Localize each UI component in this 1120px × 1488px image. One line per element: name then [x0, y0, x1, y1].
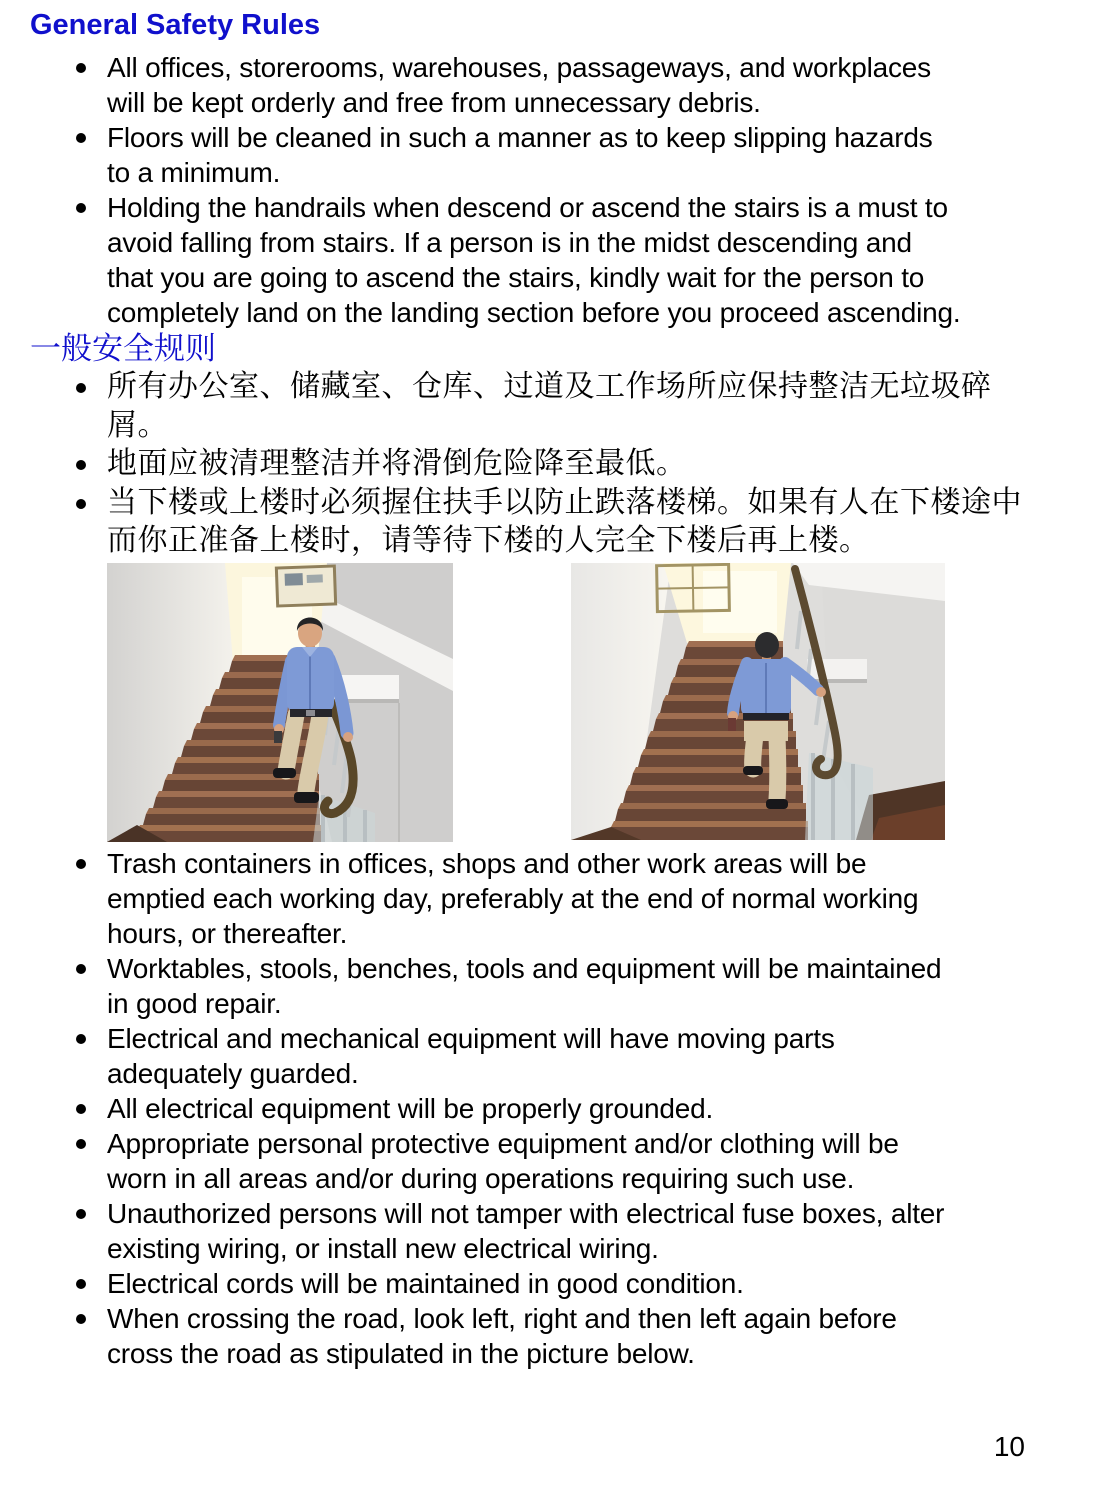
bullet-dot-icon — [76, 1034, 86, 1044]
bullet-item — [0, 50, 1080, 120]
bullet-line: 而你正准备上楼时，请等待下楼的人完全下楼后再上楼。 — [107, 524, 870, 557]
bullet-item — [0, 1126, 1080, 1196]
bullet-line: Electrical and mechanical equipment will have moving parts — [107, 1023, 835, 1054]
bullet-line: 屑。 — [107, 408, 168, 442]
bullet-item — [0, 1091, 1080, 1126]
bullet-line: existing wiring, or install new electrical wiring. — [107, 1233, 659, 1264]
bullet-line: to a minimum. — [107, 157, 281, 188]
photo-man-descending-stairs — [107, 563, 453, 842]
bullet-item — [0, 445, 1080, 484]
bullet-line: avoid falling from stairs. If a person is in the midst descending and — [107, 227, 912, 258]
bullet-dot-icon — [76, 63, 86, 73]
bullet-line: All offices, storerooms, warehouses, passageways, and workplaces — [107, 52, 931, 83]
bullet-line: worn in all areas and/or during operations requiring such use. — [107, 1163, 855, 1194]
page-title-chinese: 一般安全规则 — [30, 331, 216, 366]
bullet-line: All electrical equipment will be properly grounded. — [107, 1093, 714, 1124]
bullet-dot-icon — [76, 1209, 86, 1219]
bullet-line: that you are going to ascend the stairs, kindly wait for the person to — [107, 262, 925, 293]
bullet-dot-icon — [76, 1104, 86, 1114]
photo-man-ascending-stairs — [571, 563, 945, 840]
bullet-line: completely land on the landing section before you proceed ascending. — [107, 297, 961, 328]
bullet-item — [0, 368, 1080, 445]
bullet-dot-icon — [76, 1139, 86, 1149]
bullet-line: Floors will be cleaned in such a manner as to keep slipping hazards — [107, 122, 933, 153]
bullet-line: Holding the handrails when descend or ascend the stairs is a must to — [107, 192, 948, 223]
page-number: 10 — [993, 1431, 1025, 1462]
bullet-line: Trash containers in offices, shops and other work areas will be — [107, 848, 867, 879]
bullet-line: 所有办公室、储藏室、仓库、过道及工作场所应保持整洁无垃圾碎 — [107, 370, 992, 403]
bullet-dot-icon — [76, 460, 86, 470]
bullet-list-english-top — [0, 50, 1080, 330]
bullet-item — [0, 1196, 1080, 1266]
bullet-item — [0, 484, 1080, 561]
bullet-line: in good repair. — [107, 988, 282, 1019]
bullet-item — [0, 846, 1080, 951]
bullet-line: Unauthorized persons will not tamper with electrical fuse boxes, alter — [107, 1198, 945, 1229]
stairs-descending-illustration — [107, 563, 453, 842]
bullet-dot-icon — [76, 1279, 86, 1289]
bullet-dot-icon — [76, 859, 86, 869]
bullet-item — [0, 190, 1080, 330]
bullet-list-english-bottom — [0, 846, 1080, 1371]
stairs-ascending-illustration — [571, 563, 945, 840]
bullet-line: 地面应被清理整洁并将滑倒危险降至最低。 — [107, 447, 687, 480]
bullet-item — [0, 1021, 1080, 1091]
bullet-item — [0, 120, 1080, 190]
bullet-item — [0, 951, 1080, 1021]
bullet-line: adequately guarded. — [107, 1058, 359, 1089]
bullet-dot-icon — [76, 203, 86, 213]
bullet-list-chinese — [0, 368, 1080, 561]
bullet-line: cross the road as stipulated in the picture below. — [107, 1338, 695, 1369]
bullet-line: Appropriate personal protective equipment and/or clothing will be — [107, 1128, 899, 1159]
bullet-dot-icon — [76, 1314, 86, 1324]
bullet-line: hours, or thereafter. — [107, 918, 348, 949]
bullet-item — [0, 1266, 1080, 1301]
bullet-line: Worktables, stools, benches, tools and equipment will be maintained — [107, 953, 942, 984]
bullet-dot-icon — [76, 383, 86, 393]
bullet-dot-icon — [76, 964, 86, 974]
bullet-line: When crossing the road, look left, right and then left again before — [107, 1303, 897, 1334]
bullet-line: 当下楼或上楼时必须握住扶手以防止跌落楼梯。如果有人在下楼途中 — [107, 485, 1022, 519]
bullet-dot-icon — [76, 499, 86, 509]
bullet-item — [0, 1301, 1080, 1371]
page-title-english: General Safety Rules — [30, 9, 321, 41]
bullet-dot-icon — [76, 133, 86, 143]
bullet-line: Electrical cords will be maintained in good condition. — [107, 1268, 744, 1299]
bullet-line: will be kept orderly and free from unnecessary debris. — [107, 87, 761, 118]
bullet-line: emptied each working day, preferably at the end of normal working — [107, 883, 919, 914]
